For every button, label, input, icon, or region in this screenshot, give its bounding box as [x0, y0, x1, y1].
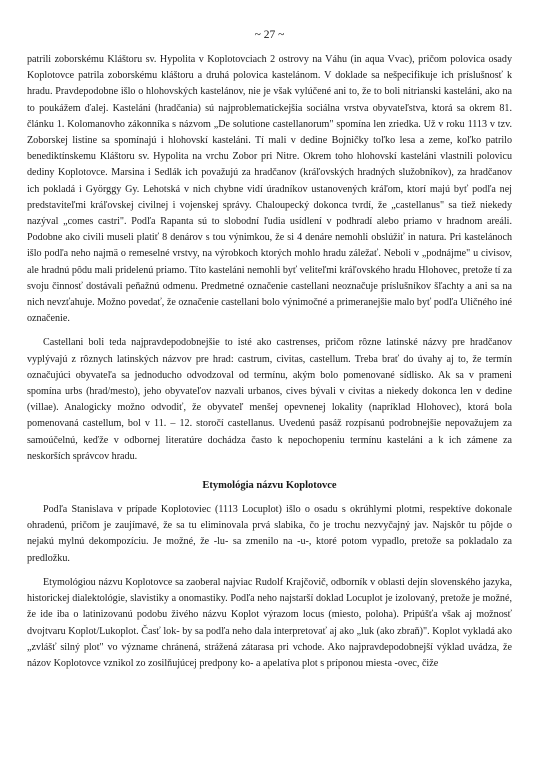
paragraph-gap — [27, 567, 512, 575]
paragraph-castellani-meaning: Castellani boli teda najpravdepodobnejšie to isté ako castrenses, pričom rôzne latinské názvy pre hradčanov vyplývajú z rôznych latinských názvov pre hrad: castrum, civitas, castellum. Treba brať do úvahy aj to, že termín označujúci obyvateľa sa jednoducho odvodzoval od termínu, akým bolo pomenované sídlisko. Ak sa v prameni spomína urbs (hrad/mesto), jeho obyvateľov nazvali urbanos, cives bývali v civitas a niekedy dokonca len v dedine (villae). Analogicky možno odvodiť, že obyvateľ menšej opevnenej lokality (napríklad Hlohovec), ktorá bola pomenovaná castellum, bol v 11. – 12. storočí castellanus. Uvedenú pasáž rozpísanú podrobnejšie nepovažujem za samoúčelnú, keďže v odbornej literatúre dochádza často k nepochopeniu termínu kasteláni a k ich zámene za neskorších správcov hradu. — [27, 337, 512, 462]
page-number: ~ 27 ~ — [254, 29, 285, 41]
heading-gap — [27, 493, 512, 502]
section-gap — [27, 465, 512, 479]
paragraph-gap — [27, 327, 512, 335]
paragraph-krajcovic: Etymológiou názvu Koplotovce sa zaoberal najviac Rudolf Krajčovič, odborník v oblasti dejín slovenského jazyka, historickej dialektológie, slavistiky a onomastiky. Podľa neho najstarší doklad Locuplot je izolovaný, pretože je možné, že ide iba o latinizovanú podobu živého názvu Koplot výrazom locus (miesto, poloha). Pripúšťa však aj možnosť dvojtvaru Koplot/Lukoplot. Časť lok- by sa podľa neho dala interpretovať aj ako „luk (ako zbraň)". Koplot vykladá ako „zvlášť silný plot" vo význame chránená, strážená zátarasa pri vchode. Ako najpravdepodobnejší výklad uvádza, že názov Koplotovce vznikol zo zosilňujúcej predpony ko- a apelatíva plot s príponou miesta -ovec, čiže — [27, 576, 512, 669]
section-heading-etymology: Etymológia názvu Koplotovce — [202, 480, 337, 492]
paragraph-stanislav: Podľa Stanislava v prípade Koplotoviec (1113 Locuplot) išlo o osadu s okrúhlymi plotmi, respektíve dokonale ohradenú, pričom je zaujímavé, že sa tu eliminovala prvá slabika, čo je trochu nezvyčajný jav. Najskôr tu pôjde o nejakú mylnú dekompozíciu. Je možné, že -lu- sa zmenilo na -u-, ktoré potom vypadlo, pretože sa pokladalo za predložku. — [27, 504, 512, 564]
paragraph-kastelani-history: patrili zoborskému Kláštoru sv. Hypolita v Koplotovciach 2 ostrovy na Váhu (in aqua Vvac), pričom polovica osady Koplotovce patrila zoborskému kláštoru a druhá polovica kastelánom. V doklade sa nešpecifikuje ich príslušnosť k hradu. Pravdepodobne išlo o hlohovských kastelánov, nie je však vylúčené ani to, že to boli nitrianski kasteláni, ako na to poukážem ďalej. Kasteláni (hradčania) sú najproblematickejšia sociálna vrstva obyvateľstva, ktorá sa okrem 81. článku 1. Kolomanovho zákonníka s názvom „De solutione castellanorum" spomína len zriedka. Už v roku 1113 v tzv. Zoborskej listine sa spomínajú i hlohovskí kasteláni. Tí mali v dedine Bojničky toľko lesa a zeme, koľko patrilo benediktínskemu Kláštoru sv. Hypolita na vrchu Zobor pri Nitre. Okrem toho hlohovskí kasteláni vlastnili polovicu dediny Koplotovce. Marsina i Sedlák ich považujú za hradčanov (kráľovských hradných služobníkov), za hradčanov ich pokladá i Györggy Gy. Lehotská v nich chybne vidí úradníkov ustanovených kráľom, ktorí majú byť podľa nej predstaviteľmi kráľovskej civilnej i vojenskej správy. Chaloupecký dokonca tvrdí, že „castellanus" sa tiež niekedy nazýval „comes castri". Podľa Rapanta sú to slobodní ľudia usídlení v podhradí alebo priamo v hradnom areáli. Podobne ako civili museli platiť 8 denárov s tou výnimkou, že si 4 denáre nemohli obslúžiť in natura. Pri kastelánoch išlo podľa neho najmä o remeselné vrstvy, na výrobkoch ktorých mohlo hradu záležať. Neboli v „podnájme" u civisov, ale hradnú pôdu mali pridelenú priamo. Títo kasteláni nemohli byť veliteľmi kráľovského hradu Hlohovec, pretože tí za svoju činnosť dostávali peňažnú odmenu. Predmetné označenie castellani neoznačuje príslušníkov šľachty a ani sa na nich nevzťahuje. Možno povedať, že označenie castellani bolo výnimočné a primeranejšie malo byť podľa Uličného iné označenie. — [27, 54, 512, 325]
